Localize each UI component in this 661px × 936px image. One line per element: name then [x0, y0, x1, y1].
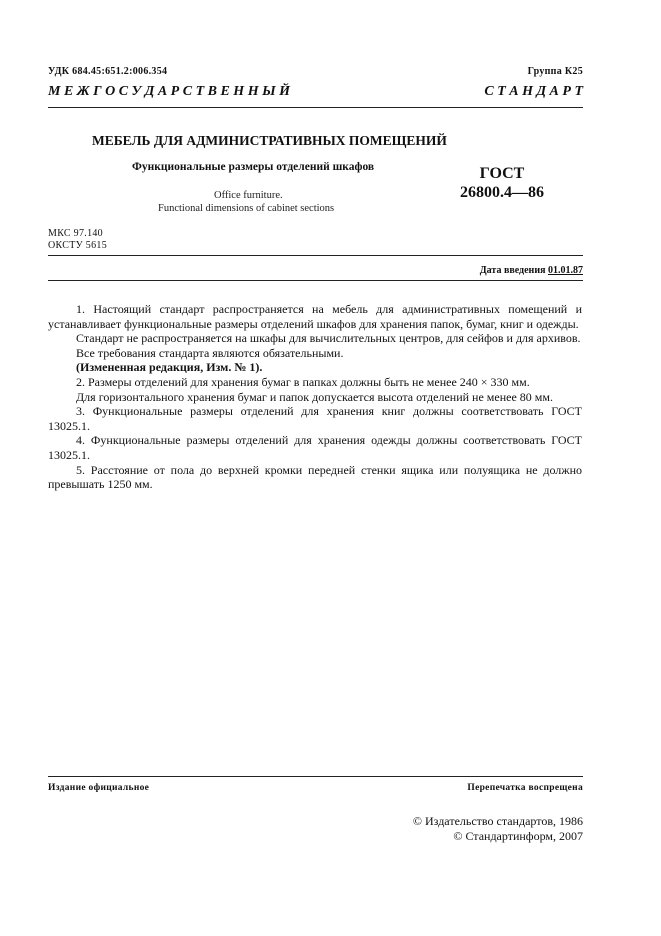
official-edition-label: Издание официальное: [48, 783, 150, 793]
footer-rule: [48, 776, 583, 777]
paragraph-mandatory: Все требования стандарта являются обязательными.: [76, 345, 344, 360]
reprint-prohibited-label: Перепечатка воспрещена: [467, 783, 583, 793]
document-subtitle: Функциональные размеры отделений шкафов: [132, 161, 375, 173]
date-rule: [48, 280, 583, 281]
banner-word-1: М Е Ж Г О С У Д А Р С Т В Е Н Н Ы Й: [48, 84, 291, 99]
mks-code: МКС 97.140: [48, 228, 103, 239]
amendment-note: (Измененная редакция, Изм. № 1).: [76, 360, 263, 375]
copyright-block: [413, 814, 583, 844]
document-body: [48, 302, 582, 492]
paragraph-5: 5. Расстояние от пола до верхней кромки передней стенки ящика или полуящика не должно превышать 1250 мм.: [48, 462, 582, 492]
introduction-date: [480, 265, 583, 276]
classification-rule: [48, 255, 583, 256]
paragraph-scope-exclusion: Стандарт не распространяется на шкафы для вычислительных центров, для сейфов и для архивов.: [76, 331, 581, 346]
english-title-line-1: Office furniture.: [214, 190, 283, 201]
copyright-line-2: © Стандартинформ, 2007: [453, 829, 583, 843]
interstate-standard-banner: [48, 84, 583, 100]
paragraph-1: 1. Настоящий стандарт распространяется на мебель для административных помещений и устанавливает функциональные размеры отделений шкафов для хранения папок, бумаг, книг и одежды.: [48, 302, 582, 331]
header-rule: [48, 107, 583, 108]
copyright-line-1: © Издательство стандартов, 1986: [412, 814, 583, 828]
gost-designation: [460, 164, 544, 202]
gost-number: 26800.4—86: [460, 184, 544, 201]
paragraph-3: 3. Функциональные размеры отделений для хранения книг должны соответствовать ГОСТ 13025.1.: [48, 404, 582, 433]
gost-label: ГОСТ: [479, 165, 525, 182]
paragraph-2: 2. Размеры отделений для хранения бумаг в папках должны быть не менее 240 × 330 мм.: [76, 374, 530, 389]
introduction-date-value: 01.01.87: [548, 265, 583, 276]
okstu-code: ОКСТУ 5615: [48, 240, 108, 251]
introduction-date-label: Дата введения: [479, 265, 546, 276]
group-code: Группа К25: [527, 66, 583, 77]
banner-word-2: С Т А Н Д А Р Т: [484, 84, 583, 99]
paragraph-4: 4. Функциональные размеры отделений для хранения одежды должны соответствовать ГОСТ 13025.1.: [48, 433, 582, 462]
english-title-line-2: Functional dimensions of cabinet sections: [158, 203, 335, 214]
paragraph-horizontal-storage: Для горизонтального хранения бумаг и папок допускается высота отделений не менее 80 мм.: [76, 389, 553, 404]
document-title: МЕБЕЛЬ ДЛЯ АДМИНИСТРАТИВНЫХ ПОМЕЩЕНИЙ: [92, 133, 447, 148]
udk-code: УДК 684.45:651.2:006.354: [48, 66, 168, 77]
